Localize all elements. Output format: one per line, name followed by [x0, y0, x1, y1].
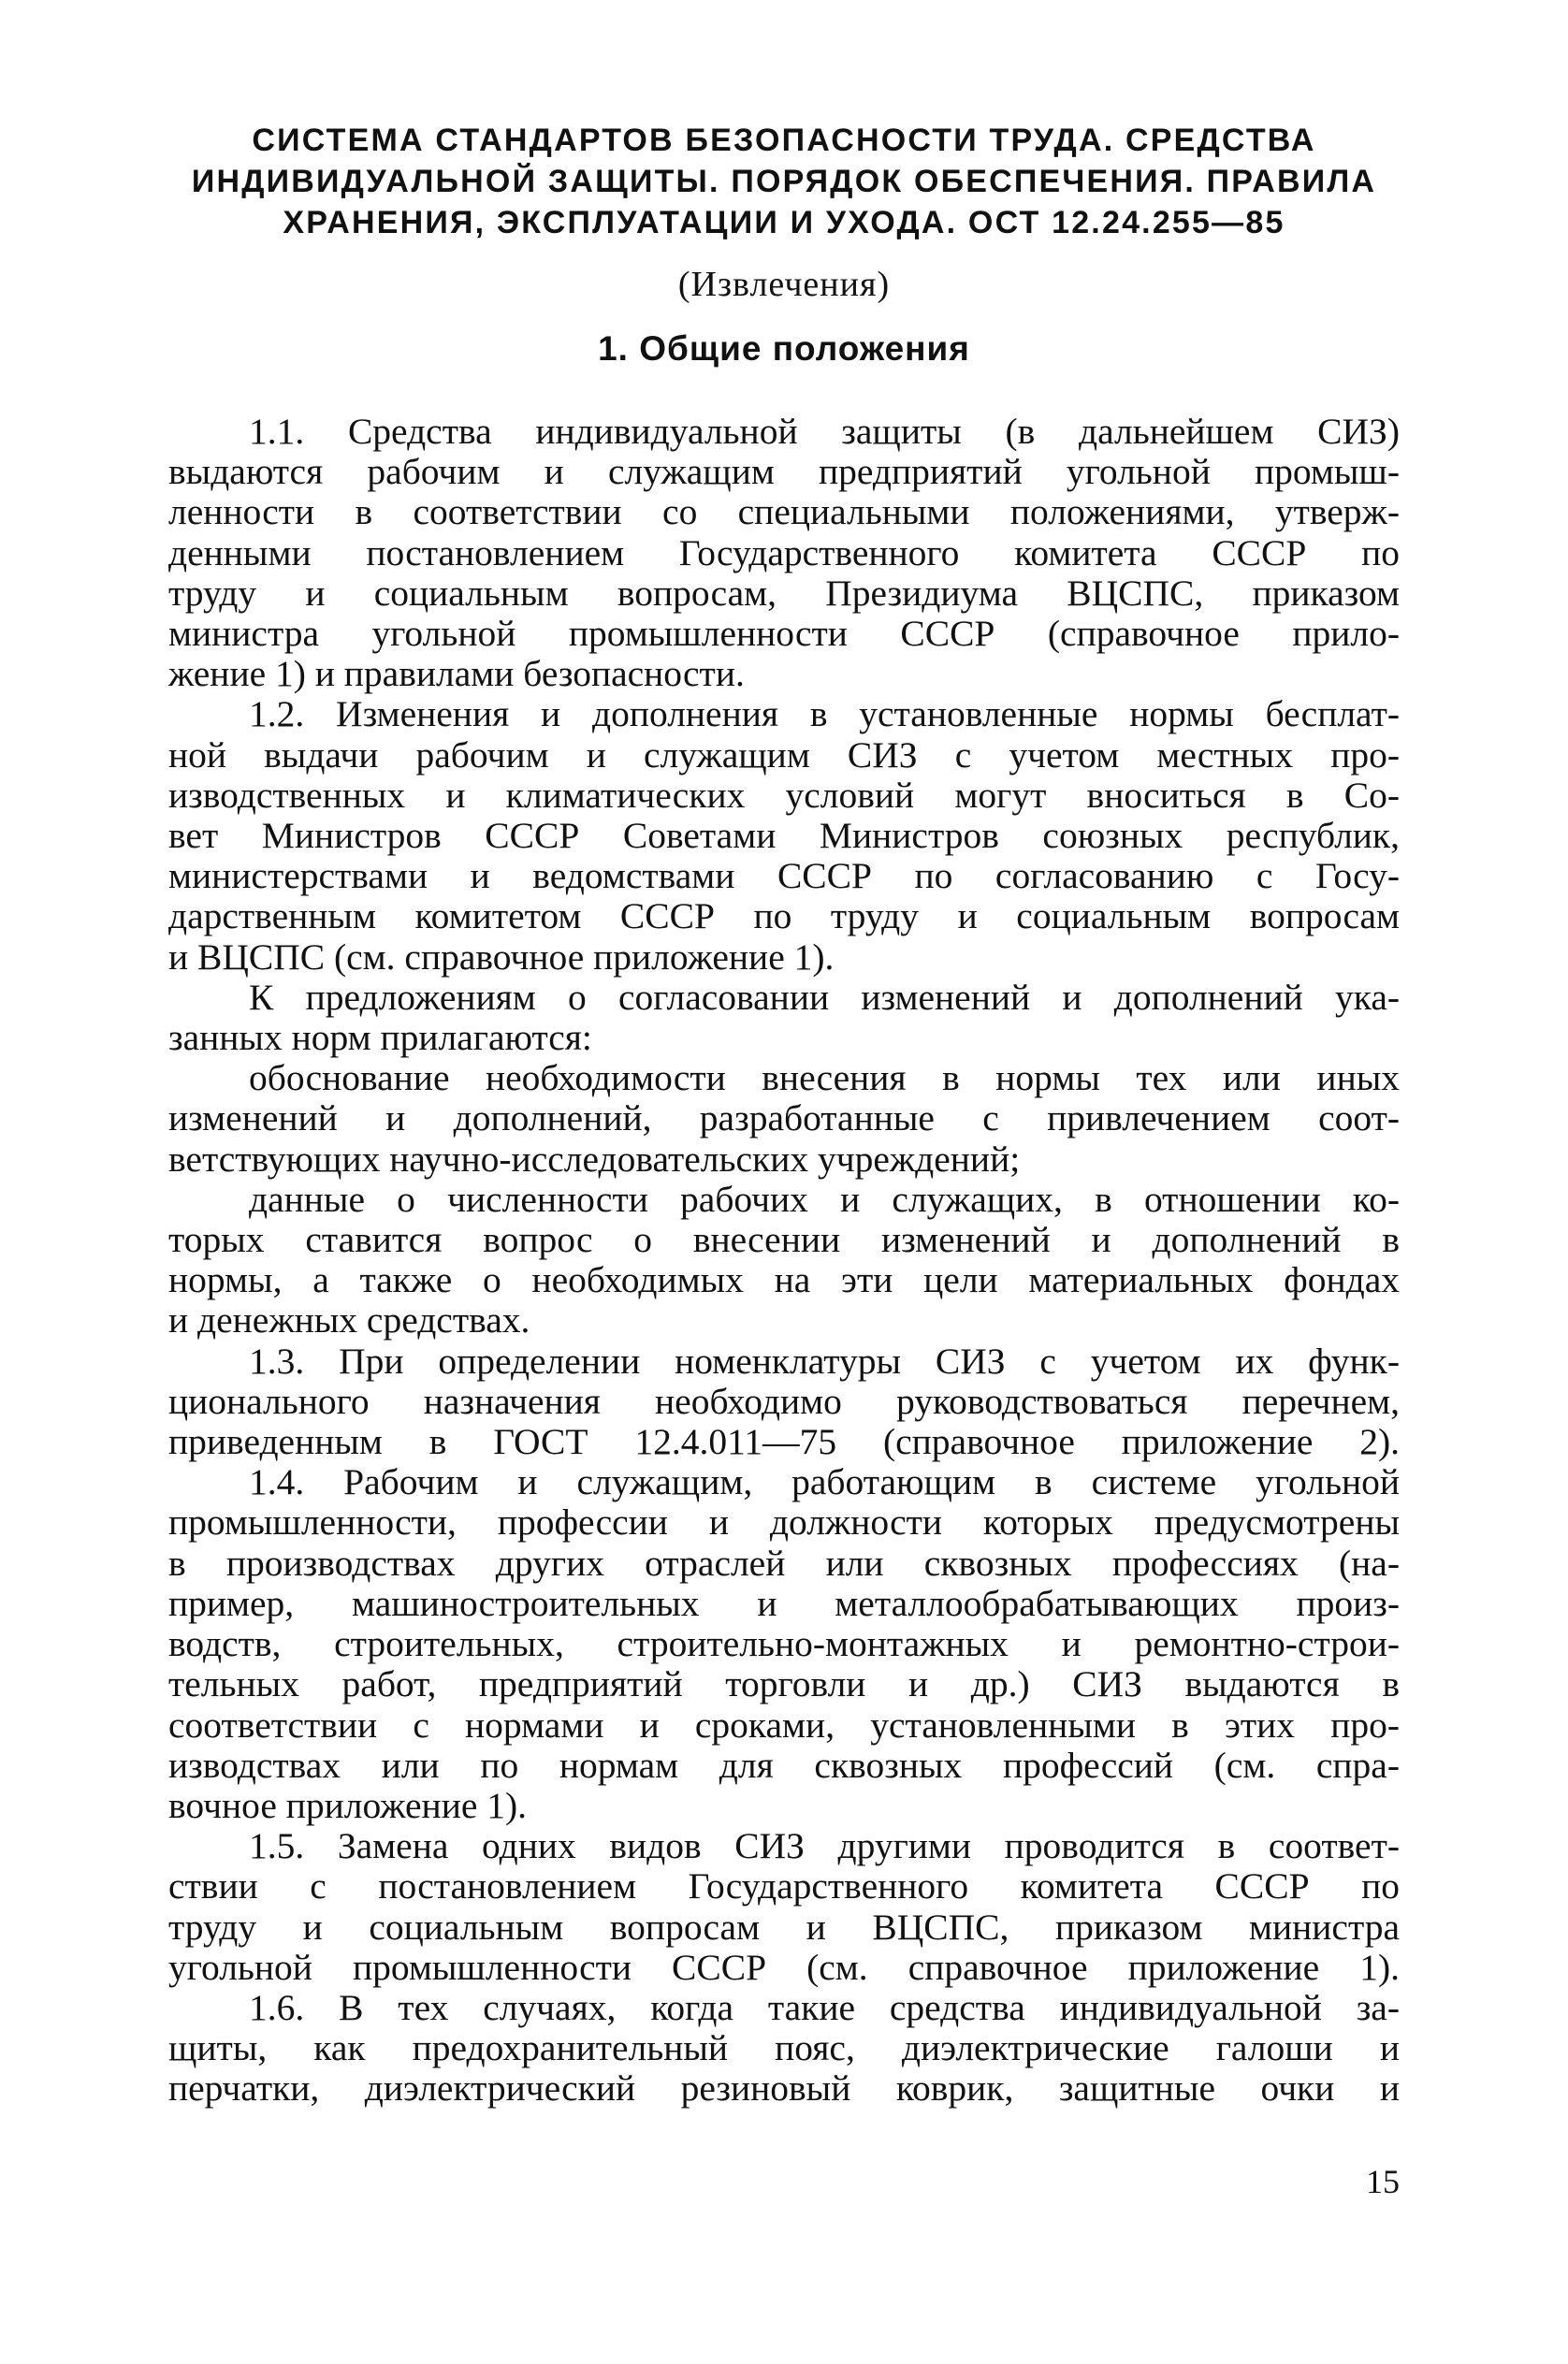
paragraph-line: вочное приложение 1).	[168, 1784, 528, 1826]
paragraph-line: ствии с постановлением Государственного комитета СССР по	[168, 1865, 1400, 1907]
page-number: 15	[1366, 2163, 1400, 2200]
section-heading: 1. Общие положения	[598, 329, 970, 368]
paragraph-1-2	[168, 694, 1400, 977]
paragraph-line: ленности в соответствии со специальными положениями, утверж-	[168, 491, 1400, 533]
document-title-line-2: ИНДИВИДУАЛЬНОЙ ЗАЩИТЫ. ПОРЯДОК ОБЕСПЕЧЕНИЯ. ПРАВИЛА	[191, 164, 1377, 199]
paragraph-line: К предложениям о согласовании изменений и дополнений ука-	[249, 976, 1400, 1018]
paragraph-line: выдаются рабочим и служащим предприятий угольной промыш-	[168, 451, 1400, 493]
document-subtitle: (Извлечения)	[677, 265, 891, 304]
paragraph-line: водств, строительных, строительно-монтажных и ремонтно-строи-	[168, 1623, 1400, 1665]
paragraph-line: труду и социальным вопросам, Президиума ВЦСПС, приказом	[168, 572, 1400, 614]
paragraph-line: щиты, как предохранительный пояс, диэлектрические галоши и	[168, 2027, 1400, 2069]
paragraph-line: вет Министров СССР Советами Министров союзных республик,	[168, 815, 1400, 857]
paragraph-line: 1.6. В тех случаях, когда такие средства индивидуальной за-	[249, 1986, 1400, 2028]
paragraph-justification	[168, 1058, 1400, 1180]
paragraph-line: и денежных средствах.	[168, 1299, 530, 1342]
paragraph-line: в производствах других отраслей или сквозных профессиях (на-	[168, 1542, 1400, 1584]
paragraph-line: изводственных и климатических условий могут вноситься в Со-	[168, 774, 1400, 816]
paragraph-line: денными постановлением Государственного комитета СССР по	[168, 531, 1400, 573]
paragraph-1-3	[168, 1342, 1400, 1463]
paragraph-line: ветствующих научно-исследовательских учреждений;	[168, 1138, 1021, 1180]
paragraph-line: пример, машиностроительных и металлообрабатывающих произ-	[168, 1582, 1400, 1624]
paragraph-line: ной выдачи рабочим и служащим СИЗ с учетом местных про-	[168, 733, 1400, 776]
paragraph-line: обоснование необходимости внесения в нормы тех или иных	[249, 1057, 1400, 1099]
document-title-line-1: СИСТЕМА СТАНДАРТОВ БЕЗОПАСНОСТИ ТРУДА. СРЕДСТВА	[252, 123, 1316, 158]
paragraph-line: промышленности, профессии и должности которых предусмотрены	[168, 1501, 1400, 1544]
paragraph-1-1	[168, 412, 1400, 694]
paragraph-line: 1.5. Замена одних видов СИЗ другими проводится в соответ-	[249, 1825, 1400, 1867]
paragraph-line: торых ставится вопрос о внесении изменений и дополнений в	[168, 1219, 1400, 1261]
paragraph-line: жение 1) и правилами безопасности.	[168, 653, 745, 695]
paragraph-data	[168, 1180, 1400, 1342]
paragraph-line: министра угольной промышленности СССР (справочное прило-	[168, 613, 1400, 655]
paragraph-line: и ВЦСПС (см. справочное приложение 1).	[168, 935, 835, 978]
paragraph-1-6	[168, 1988, 1400, 2110]
paragraph-line: изводствах или по нормам для сквозных профессий (см. спра-	[168, 1744, 1400, 1786]
paragraph-line: перчатки, диэлектрический резиновый коврик, защитные очки и	[168, 2067, 1400, 2110]
document-body	[168, 412, 1400, 2110]
document-title-line-3: ХРАНЕНИЯ, ЭКСПЛУАТАЦИИ И УХОДА. ОСТ 12.24.255—85	[283, 205, 1285, 240]
paragraph-1-5	[168, 1826, 1400, 1988]
paragraph-line: тельных работ, предприятий торговли и др.) СИЗ выдаются в	[168, 1663, 1400, 1705]
paragraph-line: данные о численности рабочих и служащих, в отношении ко-	[249, 1178, 1400, 1220]
document-header	[168, 120, 1400, 370]
paragraph-1-4	[168, 1462, 1400, 1826]
paragraph-line: нормы, а также о необходимых на эти цели материальных фондах	[168, 1259, 1400, 1301]
paragraph-line: 1.4. Рабочим и служащим, работающим в системе угольной	[249, 1461, 1400, 1503]
paragraph-line: 1.1. Средства индивидуальной защиты (в дальнейшем СИЗ)	[249, 411, 1400, 452]
paragraph-line: ционального назначения необходимо руководствоваться перечнем,	[168, 1380, 1400, 1422]
paragraph-line: дарственным комитетом СССР по труду и социальным вопросам	[168, 895, 1400, 937]
paragraph-line: изменений и дополнений, разработанные с привлечением соот-	[168, 1097, 1400, 1139]
paragraph-line: приведенным в ГОСТ 12.4.011—75 (справочное приложение 2).	[168, 1421, 1400, 1463]
paragraph-line: 1.2. Изменения и дополнения в установленные нормы бесплат-	[249, 693, 1400, 735]
paragraph-line: угольной промышленности СССР (см. справочное приложение 1).	[168, 1946, 1400, 1988]
paragraph-proposals	[168, 978, 1400, 1058]
paragraph-line: соответствии с нормами и сроками, установленными в этих про-	[168, 1704, 1400, 1746]
paragraph-line: занных норм прилагаются:	[168, 1017, 592, 1059]
paragraph-line: 1.3. При определении номенклатуры СИЗ с учетом их функ-	[249, 1340, 1400, 1382]
paragraph-line: труду и социальным вопросам и ВЦСПС, приказом министра	[168, 1906, 1400, 1948]
paragraph-line: министерствами и ведомствами СССР по согласованию с Госу-	[168, 855, 1400, 897]
